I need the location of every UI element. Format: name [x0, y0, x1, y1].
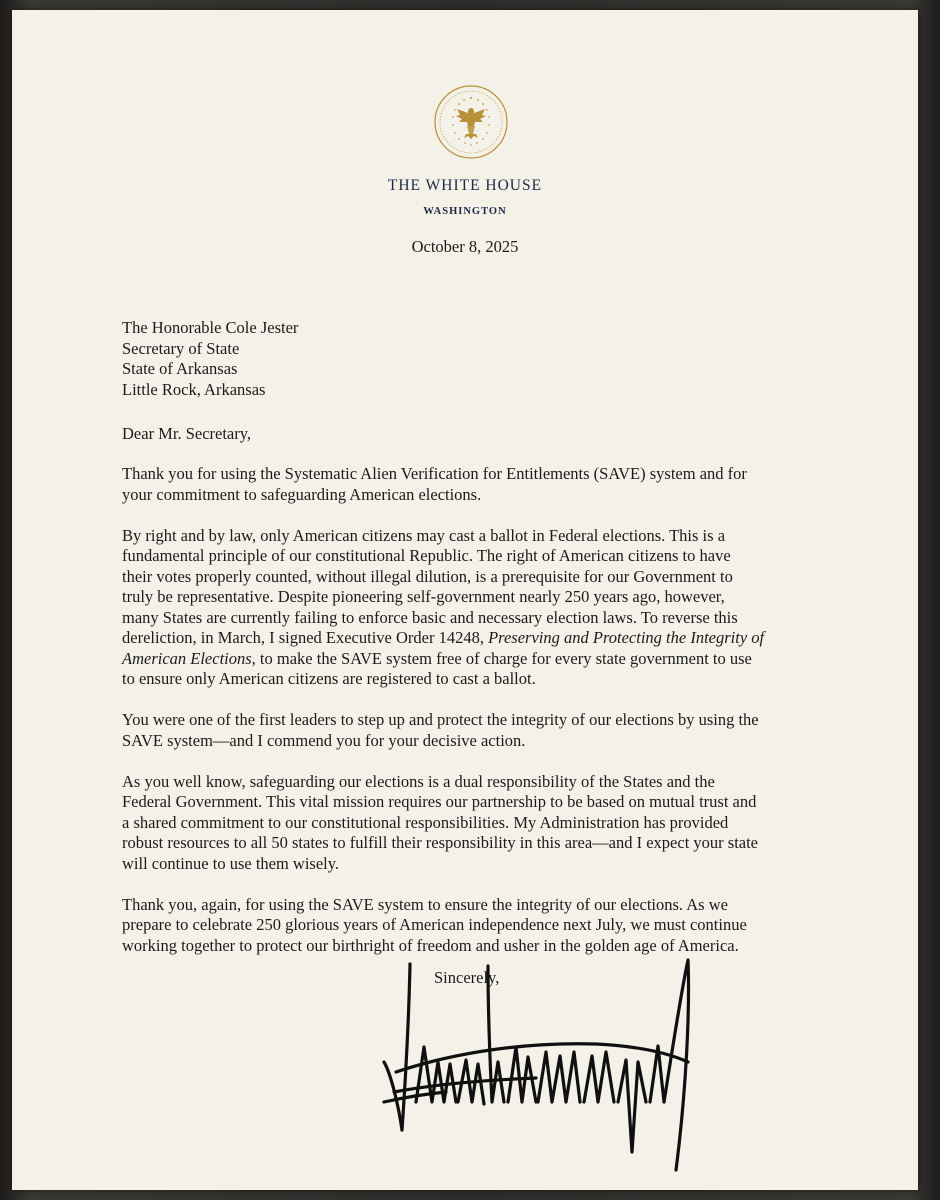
paragraph-1: [122, 464, 812, 505]
recipient-line: State of Arkansas: [122, 359, 238, 378]
recipient-address: [122, 318, 298, 400]
paragraph-4: [122, 772, 812, 875]
body-line: You were one of the first leaders to step up and protect the integrity of our elections by using the: [122, 710, 759, 729]
body-line: SAVE system—and I commend you for your decisive action.: [122, 730, 526, 750]
body-line: your commitment to safeguarding American elections.: [122, 484, 482, 504]
body-line: their votes properly counted, without illegal dilution, is a prerequisite for our Government to: [122, 566, 733, 586]
body-line: to ensure only American citizens are registered to cast a ballot.: [122, 669, 536, 688]
letterhead-title: THE WHITE HOUSE: [387, 177, 543, 194]
salutation: Dear Mr. Secretary,: [122, 424, 252, 443]
body-line: many States are currently failing to enforce basic and necessary election laws. To reverse this: [122, 607, 738, 627]
body-line-text: , to make the SAVE system free of charge for every state government to use: [251, 648, 752, 668]
letterhead-subtitle: WASHINGTON: [423, 206, 507, 217]
signature-icon: [376, 952, 696, 1182]
body-line: [122, 628, 812, 649]
body-line: Thank you for using the Systematic Alien Verification for Entitlements (SAVE) system and for: [122, 464, 747, 483]
body-line: a shared commitment to our constitutional responsibilities. My Administration has provided: [122, 812, 729, 832]
presidential-seal-icon: [431, 82, 511, 162]
body-line: robust resources to all 50 states to fulfill their responsibility in this area—and I expect your state: [122, 833, 759, 852]
body-line: [122, 649, 812, 670]
body-line: fundamental principle of our constitutional Republic. The right of American citizens to have: [122, 546, 731, 565]
body-line: Thank you, again, for using the SAVE system to ensure the integrity of our elections. As we: [122, 894, 728, 914]
letter-date: October 8, 2025: [411, 237, 519, 256]
executive-order-title-cont: American Elections: [122, 648, 252, 668]
paragraph-5: [122, 895, 812, 957]
body-line: Federal Government. This vital mission requires our partnership to be based on mutual trust and: [122, 792, 757, 811]
body-line: As you well know, safeguarding our elections is a dual responsibility of the States and the: [122, 771, 715, 791]
body-line: By right and by law, only American citizens may cast a ballot in Federal elections. This is a: [122, 525, 726, 545]
letter-page: [12, 10, 918, 1190]
paragraph-3: [122, 710, 812, 751]
body-line: working together to protect our birthright of freedom and usher in the golden age of America.: [122, 935, 739, 955]
body-line: prepare to celebrate 250 glorious years of American independence next July, we must continue: [122, 915, 747, 934]
executive-order-title: Preserving and Protecting the Integrity of: [488, 628, 765, 647]
letter-body: [122, 464, 812, 977]
paragraph-2: [122, 526, 812, 690]
recipient-line: Little Rock, Arkansas: [122, 379, 266, 399]
body-line-text: dereliction, in March, I signed Executive Order 14248,: [122, 628, 489, 647]
recipient-line: Secretary of State: [122, 338, 240, 358]
body-line: truly be representative. Despite pioneering self-government nearly 250 years ago, however,: [122, 587, 725, 606]
recipient-line: The Honorable Cole Jester: [122, 318, 299, 337]
body-line: will continue to use them wisely.: [122, 853, 340, 873]
closing: Sincerely,: [434, 968, 500, 987]
